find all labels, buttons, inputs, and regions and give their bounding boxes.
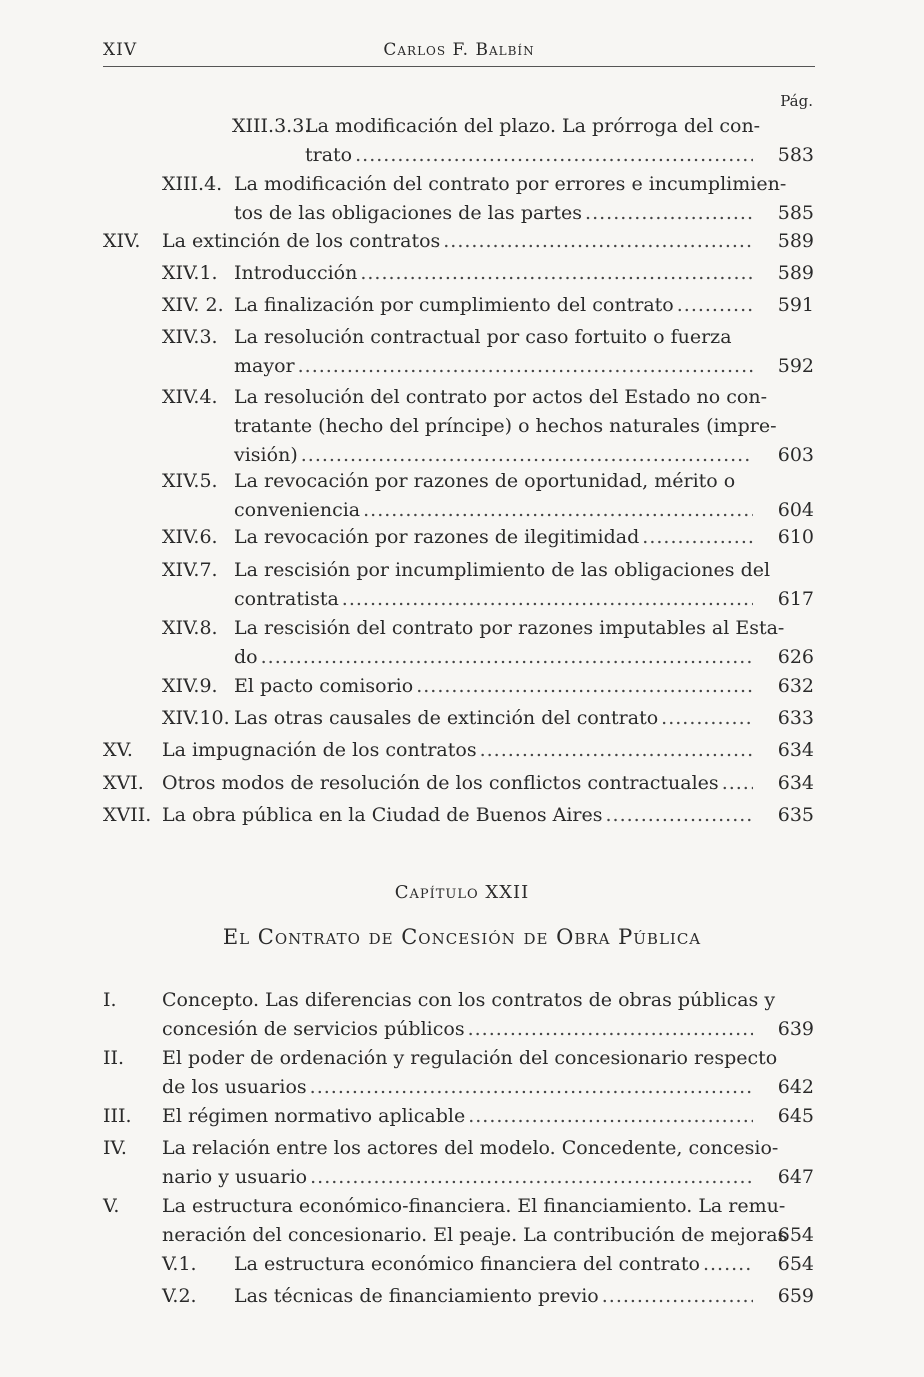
toc-entry-page: 591 [777,294,814,316]
toc-entry-page: 604 [777,499,814,521]
toc-entry-title [234,170,787,228]
toc-entry-line: La relación entre los actores del modelo. Concedente, concesio- [162,1137,779,1159]
dot-leader [602,1282,753,1311]
toc-entry-line: La obra pública en la Ciudad de Buenos Aires [162,804,603,826]
toc-entry-title [162,736,756,765]
toc-entry-line: La resolución del contrato por actos del Estado no con- [234,386,768,408]
toc-entry-line: concesión de servicios públicos [162,1018,465,1040]
toc-entry-title [234,672,756,701]
toc-entry-number: V.2. [162,1285,197,1307]
toc-entry-page: 633 [777,707,814,729]
running-author: Carlos F. Balbín [383,40,535,60]
toc-entry-line: nario y usuario [162,1166,308,1188]
page-number: XIV [103,40,138,60]
toc-entry-number: XIV.6. [162,526,218,548]
dot-leader [585,199,753,228]
toc-entry-title [234,383,777,470]
toc-entry-title [162,1102,756,1131]
toc-entry-line: La estructura económico-financiera. El financiamiento. La remu- [162,1195,786,1217]
toc-entry-page: 632 [777,675,814,697]
dot-leader [443,227,753,256]
toc-entry-page: 626 [777,646,814,668]
dot-leader [480,736,753,765]
toc-entry-page: 610 [777,526,814,548]
toc-entry-page: 583 [777,144,814,166]
toc-entry-title [234,323,756,381]
toc-entry-page: 645 [777,1105,814,1127]
toc-entry-number: IV. [103,1137,127,1159]
toc-entry-page: 647 [777,1166,814,1188]
toc-entry-number: I. [103,989,117,1011]
toc-entry-line: conveniencia [234,499,361,521]
toc-entry-title [162,1044,778,1102]
toc-entry-number: XIV.10. [162,707,230,729]
toc-entry-page: 654 [777,1253,814,1275]
toc-entry-line: La modificación del contrato por errores e incumplimien- [234,173,787,195]
toc-entry-line: Introducción [234,262,358,284]
toc-entry-title [234,523,756,552]
toc-entry-number: II. [103,1047,125,1069]
dot-leader [722,769,753,798]
running-header [103,40,815,67]
toc-entry-title [234,467,756,525]
toc-entry-number: XIV.1. [162,262,218,284]
dot-leader [261,643,753,672]
toc-entry-number: XIV.7. [162,559,218,581]
toc-entry-page: 635 [777,804,814,826]
toc-entry-line: mayor [234,355,295,377]
toc-entry-page: 603 [777,444,814,466]
toc-entry-title [234,614,785,672]
toc-entry-line: trato [305,144,353,166]
toc-entry-line: visión) [234,444,298,466]
toc-entry-page: 634 [777,739,814,761]
toc-entry-line: La rescisión del contrato por razones imputables al Esta- [234,617,785,639]
dot-leader [301,441,753,470]
toc-entry-line: La rescisión por incumplimiento de las obligaciones del [234,559,771,581]
dot-leader [310,1163,753,1192]
toc-entry-number: XIV.4. [162,386,218,408]
toc-entry-page: 589 [777,230,814,252]
toc-entry-number: XIII.3.3. [232,115,311,137]
dot-leader [468,1015,753,1044]
chapter-title: El Contrato de Concesión de Obra Pública [222,925,702,949]
dot-leader [342,585,753,614]
toc-entry-title [162,769,756,798]
dot-leader [298,352,753,381]
toc-entry-line: Las técnicas de financiamiento previo [234,1285,599,1307]
toc-entry-number: XIV.9. [162,675,218,697]
dot-leader [310,1073,753,1102]
toc-entry-line: La estructura económico financiera del contrato [234,1253,700,1275]
toc-entry-line: El régimen normativo aplicable [162,1105,466,1127]
toc-entry-page: 592 [777,355,814,377]
toc-entry-number: XVII. [103,804,152,826]
dot-leader [468,1102,753,1131]
dot-leader [606,801,754,830]
toc-entry-line: El poder de ordenación y regulación del concesionario respecto [162,1047,778,1069]
toc-entry-title [234,556,771,614]
toc-entry-line: La revocación por razones de oportunidad, mérito o [234,470,736,492]
dot-leader [416,672,753,701]
toc-entry-title [162,227,756,256]
dot-leader [360,259,753,288]
toc-entry-number: V. [103,1195,120,1217]
toc-entry-page: 589 [777,262,814,284]
toc-entry-number: XV. [103,739,133,761]
toc-entry-number: XVI. [103,772,144,794]
toc-entry-title [234,259,756,288]
toc-entry-number: XIV.8. [162,617,218,639]
toc-entry-line: Otros modos de resolución de los conflictos contractuales [162,772,719,794]
dot-leader [661,704,753,733]
toc-entry-number: XIV. 2. [162,294,224,316]
toc-entry-line: Concepto. Las diferencias con los contratos de obras públicas y [162,989,776,1011]
toc-entry-line: do [234,646,258,668]
toc-entry-title [305,112,761,170]
toc-entry-line: La extinción de los contratos [162,230,441,252]
toc-entry-title [234,704,756,733]
toc-entry-number: XIV.5. [162,470,218,492]
page-column-label: Pág. [780,92,813,110]
toc-entry-line: La modificación del plazo. La prórroga del con- [305,115,761,137]
dot-leader [677,291,753,320]
toc-entry-page: 585 [777,202,814,224]
toc-entry-line: El pacto comisorio [234,675,414,697]
toc-entry-line: tratante (hecho del príncipe) o hechos naturales (impre- [234,415,777,437]
toc-entry-page: 642 [777,1076,814,1098]
dot-leader [363,496,753,525]
toc-entry-number: XIV.3. [162,326,218,348]
toc-entry-line: contratista [234,588,339,610]
toc-entry-title [162,1192,788,1250]
dot-leader [355,141,753,170]
toc-entry-line: Las otras causales de extinción del contrato [234,707,659,729]
toc-entry-page: 639 [777,1018,814,1040]
toc-entry-line: La finalización por cumplimiento del contrato [234,294,674,316]
dot-leader [642,523,753,552]
toc-entry-line: neración del concesionario. El peaje. La contribución de mejoras [162,1224,788,1246]
toc-entry-page: 634 [777,772,814,794]
toc-entry-title [162,1134,779,1192]
toc-entry-line: de los usuarios [162,1076,307,1098]
toc-entry-title [234,1282,756,1311]
toc-entry-page: 654 [777,1224,814,1246]
toc-entry-page: 617 [777,588,814,610]
toc-entry-line: La resolución contractual por caso fortuito o fuerza [234,326,732,348]
toc-entry-page: 659 [777,1285,814,1307]
chapter-label: Capítulo XXII [394,882,530,903]
toc-entry-line: tos de las obligaciones de las partes [234,202,583,224]
toc-entry-title [234,291,756,320]
toc-entry-number: V.1. [162,1253,197,1275]
toc-entry-title [162,801,756,830]
dot-leader [703,1250,753,1279]
toc-entry-title [162,986,776,1044]
toc-entry-title [234,1250,756,1279]
toc-entry-number: III. [103,1105,132,1127]
toc-entry-line: La impugnación de los contratos [162,739,477,761]
toc-entry-number: XIV. [103,230,141,252]
toc-entry-line: La revocación por razones de ilegitimidad [234,526,640,548]
toc-entry-number: XIII.4. [162,173,223,195]
